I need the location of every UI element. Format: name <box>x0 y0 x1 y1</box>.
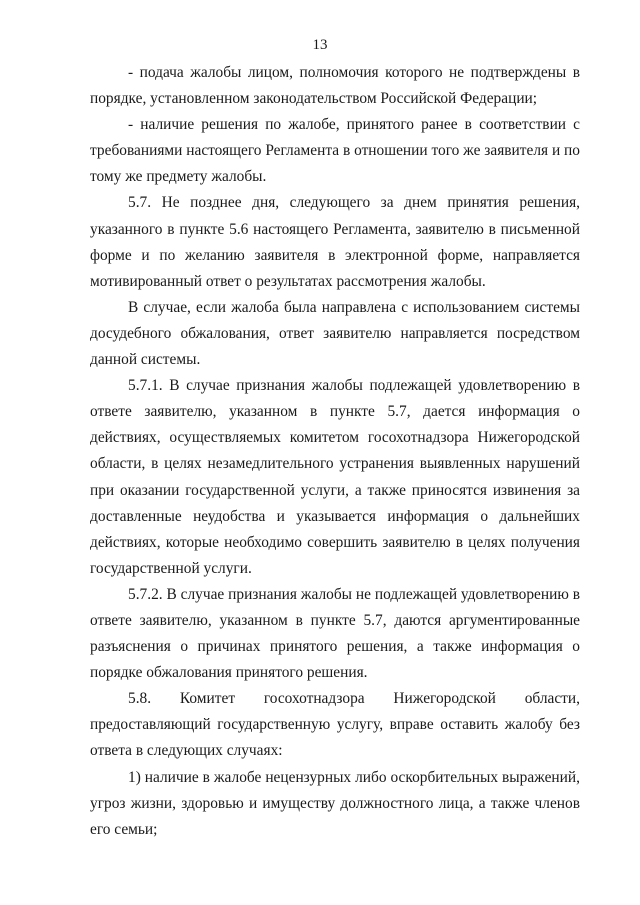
paragraph-prior-decision: - наличие решения по жалобе, принятого ранее в соответствии с требованиями настоящего Регламента в отношении того же заявителя и по тому же предмету жалобы. <box>90 116 580 186</box>
page-number: 13 <box>312 37 328 53</box>
paragraph-5-7-1: 5.7.1. В случае признания жалобы подлежащей удовлетворению в ответе заявителю, указанном в пункте 5.7, дается информация о действиях, осуществляемых комитетом госохотнадзора Нижегородской области, в целях незамедлительного устранения выявленных нарушений при оказании государственной услуги, а также приносятся извинения за доставленные неудобства и указывается информация о дальнейших действиях, которые необходимо совершить заявителю в целях получения государственной услуги. <box>90 377 580 577</box>
paragraph-5-7: 5.7. Не позднее дня, следующего за днем принятия решения, указанного в пункте 5.6 настоящего Регламента, заявителю в письменной форме и по желанию заявителя в электронной форме, направляется мотивированный ответ о результатах рассмотрения жалобы. <box>90 194 580 290</box>
document-body <box>90 60 580 843</box>
paragraph-5-8: 5.8. Комитет госохотнадзора Нижегородской области, предоставляющий государственную услугу, вправе оставить жалобу без ответа в следующих случаях: <box>90 690 580 760</box>
paragraph-unconfirmed-authority: - подача жалобы лицом, полномочия которого не подтверждены в порядке, установленном законодательством Российской Федерации; <box>90 64 580 108</box>
paragraph-list-item-1: 1) наличие в жалобе нецензурных либо оскорбительных выражений, угроз жизни, здоровью и имуществу должностного лица, а также членов его семьи; <box>90 768 580 838</box>
paragraph-pretrial-system: В случае, если жалоба была направлена с использованием системы досудебного обжалования, ответ заявителю направляется посредством данной системы. <box>90 298 580 369</box>
paragraph-5-7-2: 5.7.2. В случае признания жалобы не подлежащей удовлетворению в ответе заявителю, указанном в пункте 5.7, даются аргументированные разъяснения о причинах принятого решения, а также информация о порядке обжалования принятого решения. <box>90 585 580 682</box>
